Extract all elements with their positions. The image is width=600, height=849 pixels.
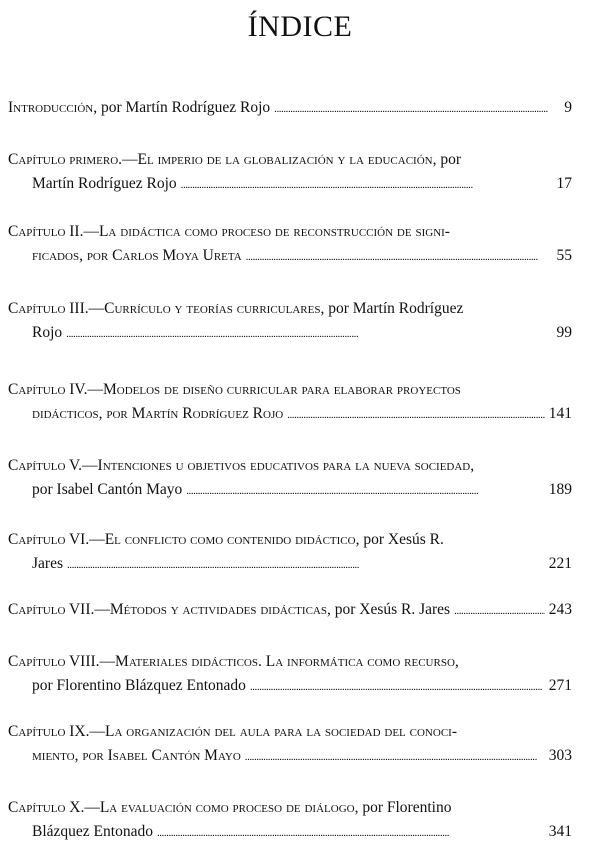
entry-page: 189 bbox=[548, 481, 572, 498]
entry-text: , bbox=[454, 653, 459, 670]
entry-text: , por Florentino bbox=[354, 799, 452, 816]
entry-heading: Capítulo X.—La evaluación como proceso de diálogo bbox=[8, 799, 355, 816]
entry-author: Jares bbox=[32, 555, 63, 572]
entry-heading: Capítulo II.—La didáctica como proceso de reconstrucción de signi- bbox=[8, 223, 450, 240]
dot-leader bbox=[157, 820, 545, 845]
dot-leader bbox=[67, 552, 545, 577]
entry-author: Martín Rodríguez Rojo bbox=[32, 175, 177, 192]
toc-entry bbox=[8, 297, 572, 346]
toc-entry bbox=[8, 598, 572, 623]
entry-page: 9 bbox=[564, 99, 572, 116]
entry-page: 303 bbox=[548, 747, 572, 764]
entry-text: , por Martín Rodríguez bbox=[320, 300, 464, 317]
entry-author: , por Martín Rodríguez Rojo bbox=[93, 99, 271, 116]
entry-heading: Capítulo IV.—Modelos de diseño curricular para elaborar proyectos bbox=[8, 381, 461, 398]
entry-text: , bbox=[470, 457, 475, 474]
toc-entry bbox=[8, 148, 572, 197]
entry-page: 341 bbox=[548, 823, 572, 840]
toc-entry bbox=[8, 796, 572, 845]
toc-entry bbox=[8, 220, 572, 269]
toc-entry bbox=[8, 720, 572, 769]
entry-author: ficados, por Carlos Moya Ureta bbox=[32, 247, 242, 264]
entry-author: , por Xesús R. Jares bbox=[326, 601, 451, 618]
entry-author: por Florentino Blázquez Entonado bbox=[32, 677, 246, 694]
entry-page: 17 bbox=[556, 175, 572, 192]
entry-page: 55 bbox=[556, 247, 572, 264]
entry-author: Rojo bbox=[32, 324, 63, 341]
entry-heading: Capítulo IX.—La organización del aula para la sociedad del conoci- bbox=[8, 723, 457, 740]
entry-author: didácticos, por Martín Rodríguez Rojo bbox=[32, 405, 284, 422]
entry-page: 221 bbox=[548, 555, 572, 572]
entry-heading: Capítulo VIII.—Materiales didácticos. La informática como recurso bbox=[8, 653, 455, 670]
entry-heading: Introducción bbox=[8, 99, 94, 116]
dot-leader bbox=[246, 244, 548, 269]
toc-entry bbox=[8, 378, 572, 427]
entry-heading: Capítulo V.—Intenciones u objetivos educativos para la nueva sociedad bbox=[8, 457, 471, 474]
toc-entry bbox=[8, 454, 572, 503]
dot-leader bbox=[181, 172, 548, 197]
toc-entry bbox=[8, 96, 572, 121]
entry-heading: Capítulo III.—Currículo y teorías curriculares bbox=[8, 300, 321, 317]
entry-author: Blázquez Entonado bbox=[32, 823, 153, 840]
entry-heading: Capítulo VII.—Métodos y actividades didácticas bbox=[8, 601, 327, 618]
toc-entry bbox=[8, 528, 572, 577]
toc-entry bbox=[8, 650, 572, 699]
dot-leader bbox=[287, 402, 545, 427]
entry-heading: Capítulo VI.—El conflicto como contenido didáctico bbox=[8, 531, 356, 548]
entry-heading: Capítulo primero.—El imperio de la globalización y la educación bbox=[8, 151, 433, 168]
dot-leader bbox=[454, 598, 545, 623]
entry-page: 99 bbox=[556, 324, 572, 341]
entry-author: miento, por Isabel Cantón Mayo bbox=[32, 747, 241, 764]
entry-page: 243 bbox=[548, 601, 572, 618]
dot-leader bbox=[66, 321, 548, 346]
dot-leader bbox=[186, 478, 545, 503]
dot-leader bbox=[274, 96, 548, 121]
entry-author: por Isabel Cantón Mayo bbox=[32, 481, 183, 498]
entry-text: , por Xesús R. bbox=[355, 531, 444, 548]
dot-leader bbox=[245, 744, 545, 769]
entry-page: 141 bbox=[548, 405, 572, 422]
dot-leader bbox=[250, 674, 545, 699]
entry-text: , por bbox=[432, 151, 462, 168]
page-title: ÍNDICE bbox=[247, 10, 353, 43]
entry-page: 271 bbox=[548, 677, 572, 694]
